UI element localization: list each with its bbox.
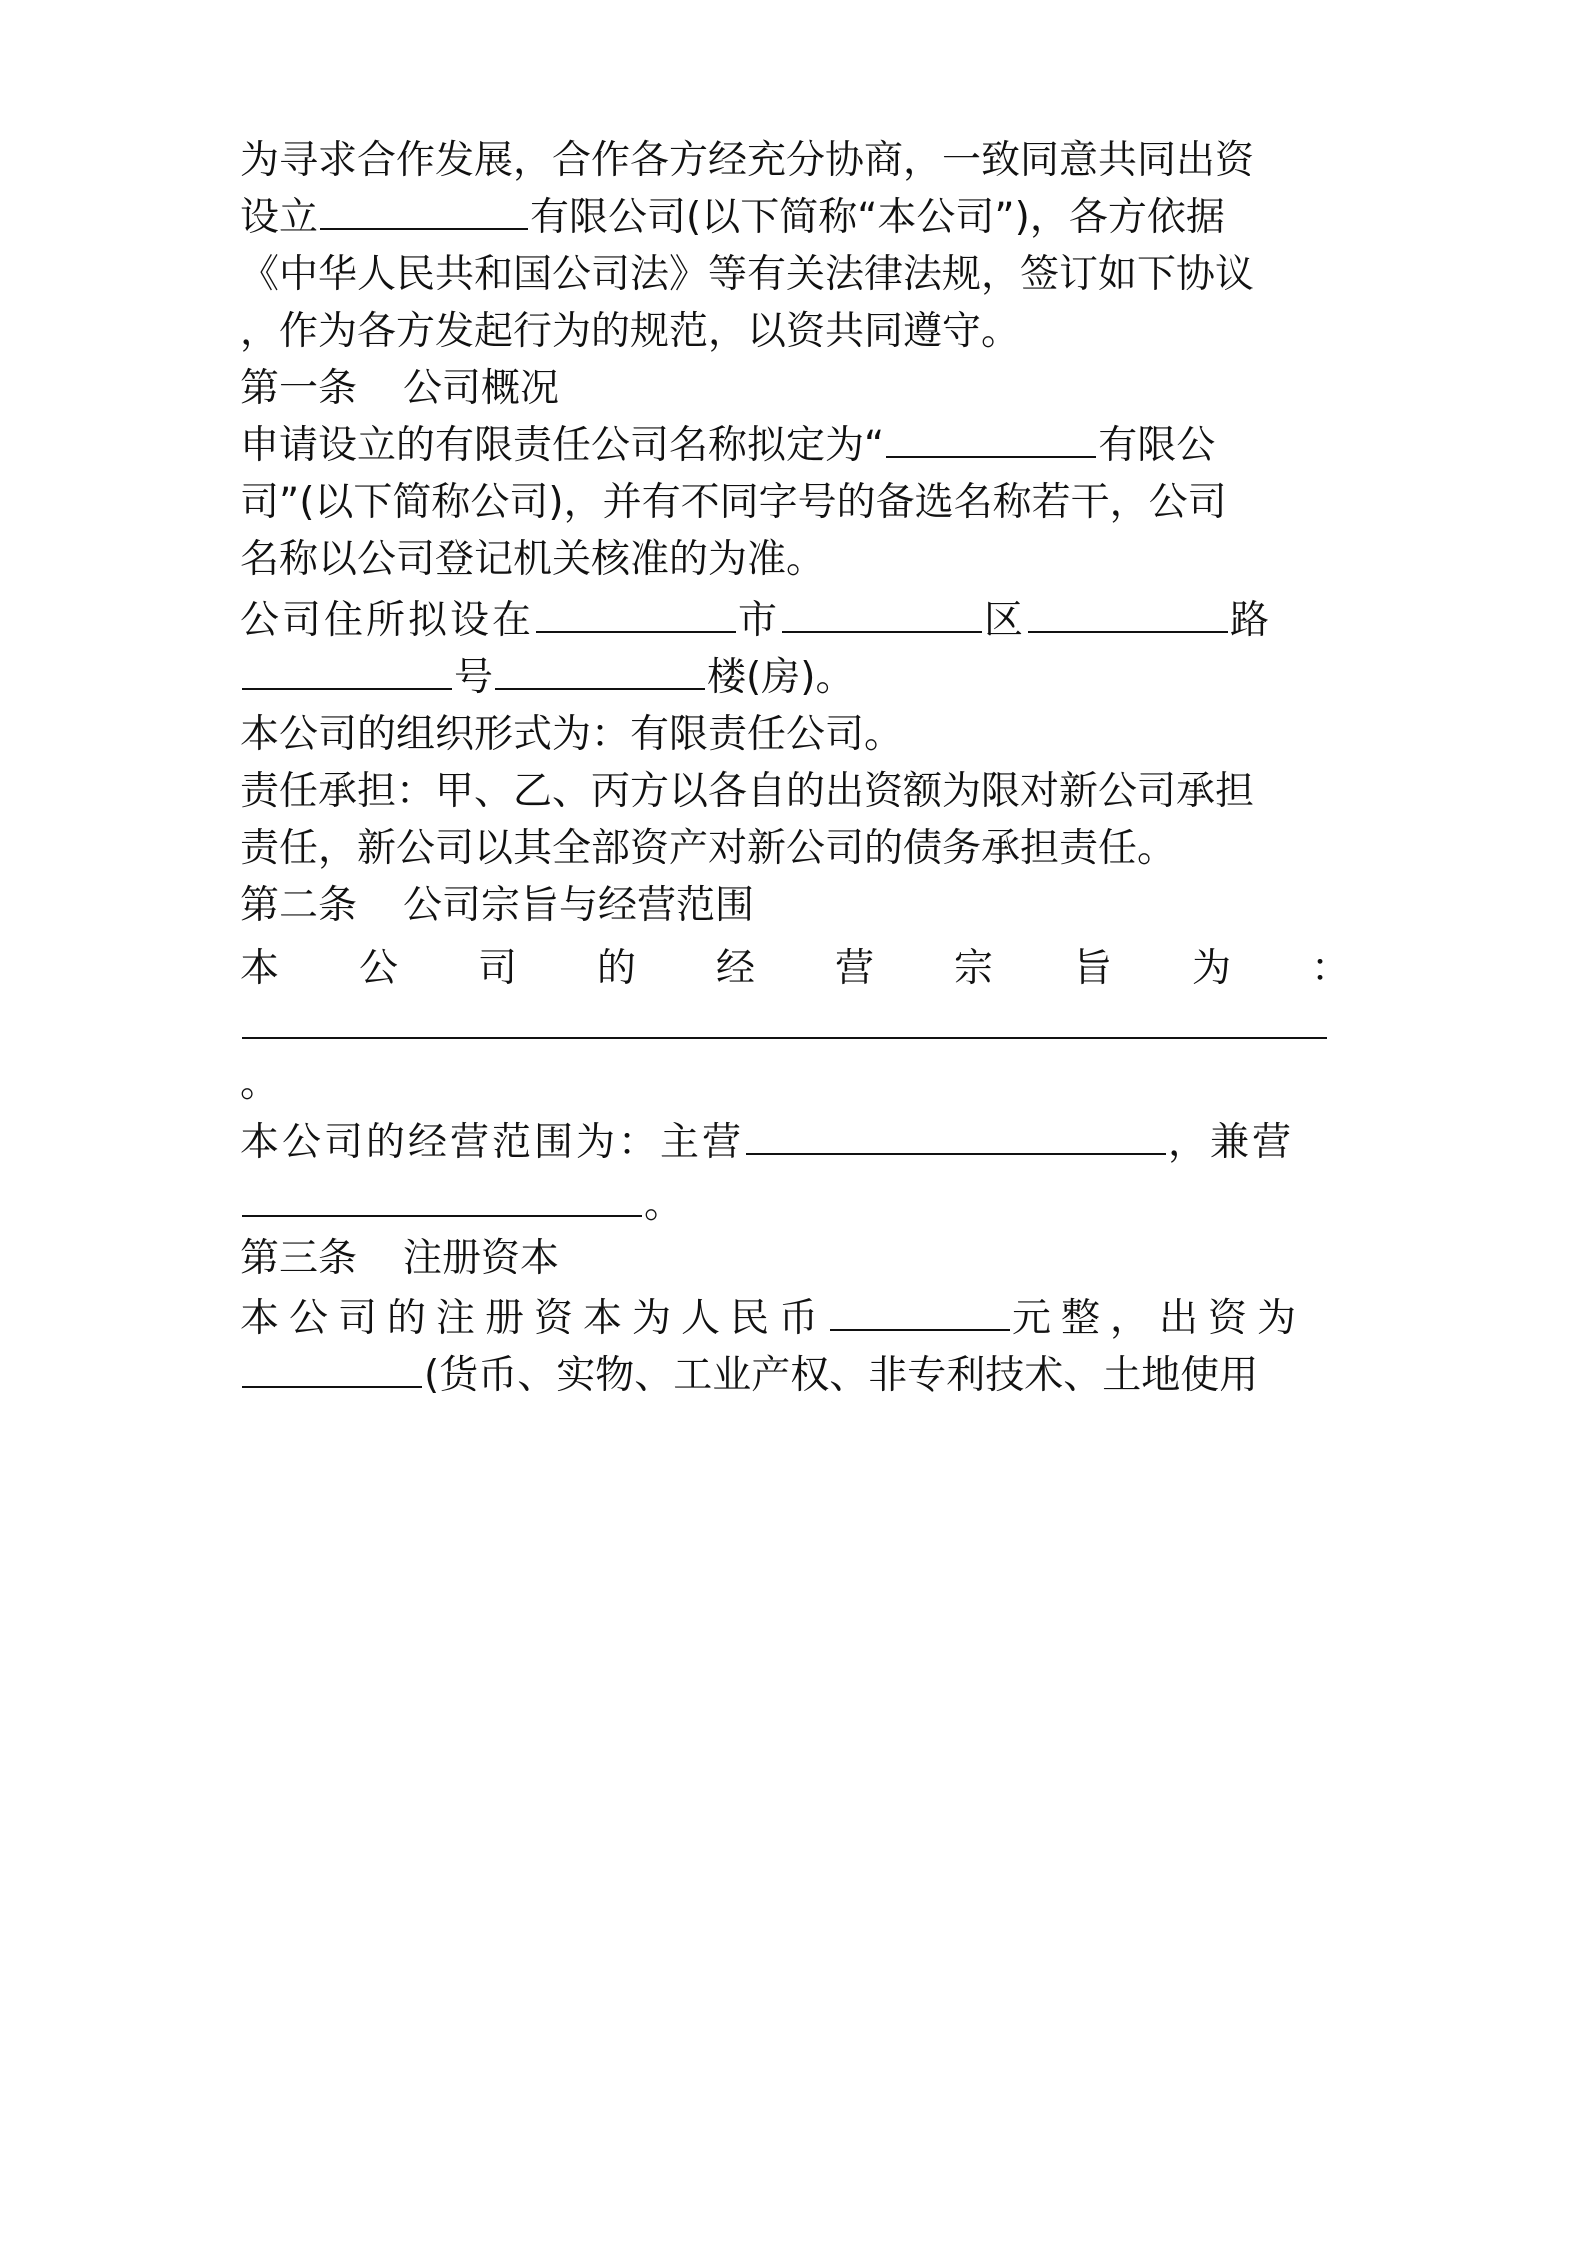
text-span: 元整，出资为	[1012, 1296, 1307, 1341]
section-title: 公司宗旨与经营范围	[403, 883, 755, 928]
text-span: (货币、实物、工业产权、非专利技术、土地使用	[424, 1353, 1259, 1398]
fill-in-blank[interactable]	[320, 194, 528, 230]
text-span: 公司住所拟设在	[240, 598, 535, 643]
text-span: 有限公	[1098, 423, 1216, 468]
fill-in-blank[interactable]	[782, 597, 982, 633]
paragraph-line	[240, 136, 1355, 186]
fill-in-blank[interactable]	[495, 654, 705, 690]
text-span: 本公司的注册资本为人民币	[240, 1296, 829, 1341]
paragraph-line	[240, 250, 1355, 300]
section-heading	[240, 1234, 1355, 1284]
fill-in-blank[interactable]	[1028, 597, 1228, 633]
paragraph-line	[240, 1002, 1355, 1052]
text-span: 本公司的经营范围为：主营	[240, 1120, 745, 1165]
text-span: 有限公司(以下简称“本公司”)，各方依据	[530, 195, 1225, 240]
text-span: 申请设立的有限责任公司名称拟定为“	[240, 423, 885, 468]
paragraph-line	[240, 1180, 1355, 1230]
section-number: 第三条	[240, 1236, 358, 1281]
section-title: 公司概况	[403, 366, 560, 411]
section-heading	[240, 881, 1355, 931]
paragraph-line	[240, 193, 1355, 243]
paragraph-line	[240, 710, 1355, 760]
text-span: 《中华人民共和国公司法》等有关法律法规，签订如下协议	[240, 252, 1255, 297]
paragraph-line	[240, 478, 1355, 528]
text-span: ，作为各方发起行为的规范，以资共同遵守。	[240, 309, 1021, 354]
paragraph-line	[240, 535, 1355, 585]
fill-in-blank[interactable]	[242, 1003, 1327, 1039]
fill-in-blank[interactable]	[746, 1119, 1166, 1155]
paragraph-line	[240, 1118, 1355, 1168]
text-span: ，兼营	[1168, 1120, 1295, 1165]
fill-in-blank[interactable]	[886, 422, 1096, 458]
text-span: 区	[984, 598, 1027, 643]
text-span: 。	[644, 1182, 684, 1227]
paragraph-line	[240, 1351, 1355, 1401]
text-span: 楼(房)。	[707, 655, 855, 700]
text-span: 司”(以下简称公司)，并有不同字号的备选名称若干，公司	[240, 480, 1227, 525]
paragraph-line	[240, 1059, 1355, 1109]
text-span: 设立	[240, 195, 319, 240]
text-span: 名称以公司登记机关核准的为准。	[240, 537, 826, 582]
paragraph-line	[240, 767, 1355, 817]
text-span: 责任承担：甲、乙、丙方以各自的出资额为限对新公司承担	[240, 769, 1255, 814]
paragraph-line	[240, 596, 1355, 646]
paragraph-line	[240, 824, 1355, 874]
text-span: 市	[738, 598, 781, 643]
text-span: 本公司的经营宗旨为：	[240, 946, 1431, 991]
fill-in-blank[interactable]	[242, 1352, 422, 1388]
text-span: 为寻求合作发展，合作各方经充分协商，一致同意共同出资	[240, 138, 1255, 183]
paragraph-line	[240, 653, 1355, 703]
fill-in-blank[interactable]	[830, 1295, 1010, 1331]
fill-in-blank[interactable]	[242, 654, 452, 690]
section-number: 第二条	[240, 883, 358, 928]
fill-in-blank[interactable]	[536, 597, 736, 633]
fill-in-blank[interactable]	[242, 1181, 642, 1217]
text-span: 号	[454, 655, 494, 700]
paragraph-line	[240, 944, 1431, 994]
text-span: 。	[240, 1061, 280, 1106]
text-span: 责任，新公司以其全部资产对新公司的债务承担责任。	[240, 826, 1177, 871]
text-span: 本公司的组织形式为：有限责任公司。	[240, 712, 904, 757]
text-span: 路	[1230, 598, 1273, 643]
paragraph-line	[240, 1294, 1355, 1344]
paragraph-line	[240, 307, 1355, 357]
paragraph-line	[240, 421, 1355, 471]
section-number: 第一条	[240, 366, 358, 411]
section-heading	[240, 364, 1355, 414]
section-title: 注册资本	[403, 1236, 560, 1281]
